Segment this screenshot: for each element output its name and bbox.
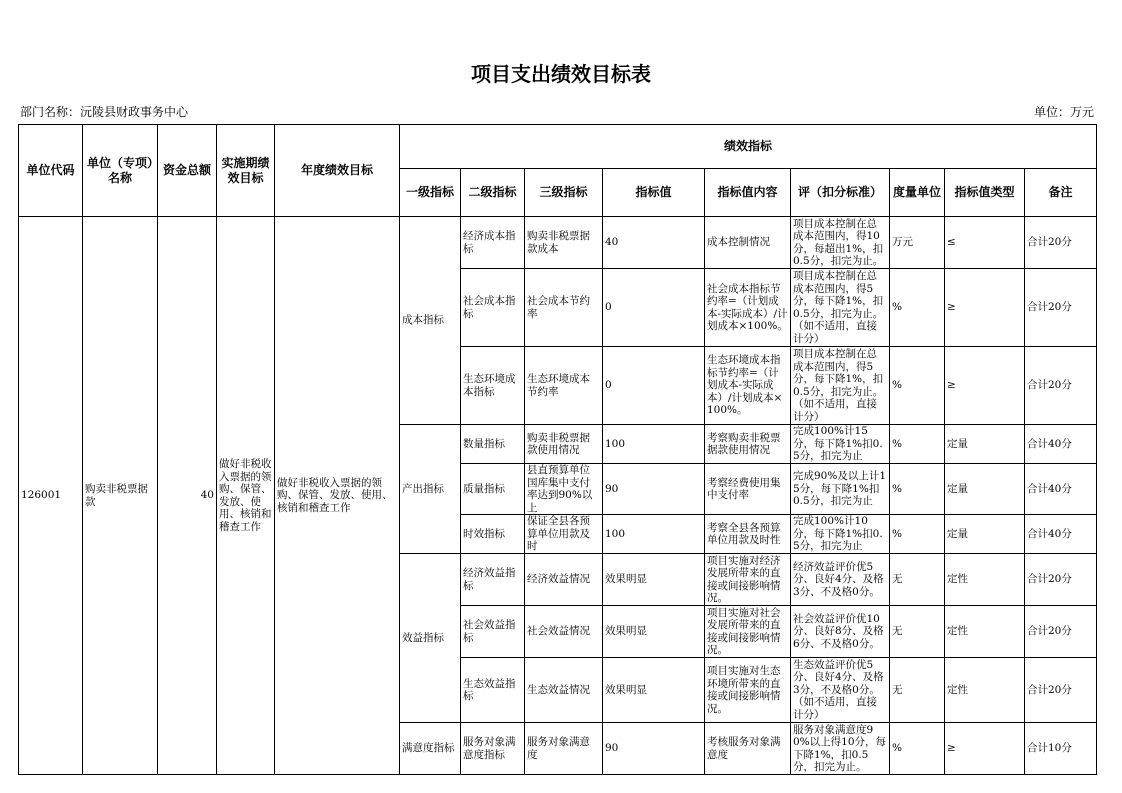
project-period-goal: 做好非税收入票据的领购、保管、发放、使用、核销和稽查工作 (217, 217, 275, 775)
cell-type: 定量 (945, 425, 1025, 464)
cell-remark: 合计20分 (1025, 658, 1097, 723)
header-total-funds: 资金总额 (158, 125, 217, 217)
header-scoring: 评（扣分标准） (791, 169, 890, 217)
cell-scoring: 完成100%计10分，每下降1%扣0.5分，扣完为止 (791, 515, 890, 554)
cell-unit: % (890, 723, 945, 775)
header-indicators: 绩效指标 (400, 125, 1097, 169)
cell-l2: 经济成本指标 (461, 217, 525, 269)
group-benefit: 效益指标 (400, 554, 461, 723)
cell-unit: % (890, 269, 945, 347)
cell-content: 项目实施对生态环境所带来的直接或间接影响情况。 (705, 658, 791, 723)
cell-content: 考察经费使用集中支付率 (705, 464, 791, 515)
header-value: 指标值 (603, 169, 705, 217)
cell-scoring: 完成90%及以上计15分，每下降1%扣0.5分，扣完为止 (791, 464, 890, 515)
cell-scoring: 项目成本控制在总成本范围内，得5分，每下降1%，扣0.5分，扣完为止。（如不适用，直接计分） (791, 347, 890, 425)
header-unit-name: 单位（专项）名称 (83, 125, 158, 217)
cell-type: 定量 (945, 515, 1025, 554)
header-level1: 一级指标 (400, 169, 461, 217)
cell-l3: 生态环境成本节约率 (525, 347, 603, 425)
cell-value: 90 (603, 464, 705, 515)
cell-type: ≥ (945, 347, 1025, 425)
project-name: 购卖非税票据款 (83, 217, 158, 775)
cell-content: 考察全县各预算单位用款及时性 (705, 515, 791, 554)
cell-l2: 社会成本指标 (461, 269, 525, 347)
cell-unit: % (890, 425, 945, 464)
cell-content: 生态环境成本指标节约率=（计划成本-实际成本）/计划成本×100%。 (705, 347, 791, 425)
cell-unit: % (890, 515, 945, 554)
cell-l3: 县直预算单位国库集中支付率达到90%以上 (525, 464, 603, 515)
performance-target-table (18, 124, 1097, 775)
project-code: 126001 (19, 217, 83, 775)
cell-scoring: 完成100%计15分，每下降1%扣0.5分，扣完为止 (791, 425, 890, 464)
cell-remark: 合计20分 (1025, 269, 1097, 347)
header-level2: 二级指标 (461, 169, 525, 217)
cell-l2: 社会效益指标 (461, 606, 525, 658)
cell-l3: 经济效益情况 (525, 554, 603, 606)
cell-type: 定性 (945, 658, 1025, 723)
project-funds: 40 (158, 217, 217, 775)
cell-l3: 服务对象满意度 (525, 723, 603, 775)
unit-label: 单位：万元 (1033, 105, 1094, 119)
cell-l2: 生态环境成本指标 (461, 347, 525, 425)
group-satisfaction: 满意度指标 (400, 723, 461, 775)
cell-content: 项目实施对社会发展所带来的直接或间接影响情况。 (705, 606, 791, 658)
cell-l2: 服务对象满意度指标 (461, 723, 525, 775)
cell-content: 社会成本指标节约率=（计划成本-实际成本）/计划成本×100%。 (705, 269, 791, 347)
cell-unit: 无 (890, 554, 945, 606)
header-remark: 备注 (1025, 169, 1097, 217)
page-title: 项目支出绩效目标表 (471, 62, 651, 86)
cell-l2: 生态效益指标 (461, 658, 525, 723)
cell-value: 0 (603, 347, 705, 425)
project-annual-goal: 做好非税收入票据的领购、保管、发放、使用、核销和稽查工作 (275, 217, 400, 775)
group-output: 产出指标 (400, 425, 461, 554)
header-content: 指标值内容 (705, 169, 791, 217)
cell-scoring: 项目成本控制在总成本范围内，得10分，每超出1%，扣0.5分，扣完为止。 (791, 217, 890, 269)
header-level3: 三级指标 (525, 169, 603, 217)
cell-content: 项目实施对经济发展所带来的直接或间接影响情况。 (705, 554, 791, 606)
cell-scoring: 经济效益评价优5分、良好4分、及格3分、不及格0分。 (791, 554, 890, 606)
cell-scoring: 服务对象满意度90%以上得10分，每下降1%，扣0.5分，扣完为止。 (791, 723, 890, 775)
cell-unit: % (890, 347, 945, 425)
cell-remark: 合计10分 (1025, 723, 1097, 775)
cell-remark: 合计20分 (1025, 606, 1097, 658)
department-label: 部门名称：沅陵县财政事务中心 (20, 105, 189, 119)
cell-remark: 合计40分 (1025, 425, 1097, 464)
header-value-type: 指标值类型 (945, 169, 1025, 217)
cell-l2: 数量指标 (461, 425, 525, 464)
cell-scoring: 生态效益评价优5分、良好4分、及格3分，不及格0分。（如不适用，直接计分） (791, 658, 890, 723)
cell-type: ≥ (945, 723, 1025, 775)
cell-value: 效果明显 (603, 606, 705, 658)
cell-l3: 生态效益情况 (525, 658, 603, 723)
cell-content: 成本控制情况 (705, 217, 791, 269)
cell-value: 100 (603, 425, 705, 464)
cell-unit: 无 (890, 658, 945, 723)
cell-value: 90 (603, 723, 705, 775)
cell-l2: 经济效益指标 (461, 554, 525, 606)
cell-unit: 无 (890, 606, 945, 658)
table-row (19, 217, 1097, 269)
cell-remark: 合计20分 (1025, 347, 1097, 425)
cell-remark: 合计20分 (1025, 217, 1097, 269)
cell-type: 定性 (945, 606, 1025, 658)
cell-unit: 万元 (890, 217, 945, 269)
cell-content: 考察购卖非税票据款使用情况 (705, 425, 791, 464)
cell-value: 0 (603, 269, 705, 347)
cell-value: 40 (603, 217, 705, 269)
cell-l3: 社会效益情况 (525, 606, 603, 658)
cell-content: 考核服务对象满意度 (705, 723, 791, 775)
header-period-goal: 实施期绩效目标 (217, 125, 275, 217)
group-cost: 成本指标 (400, 217, 461, 425)
cell-type: 定性 (945, 554, 1025, 606)
header-unit-code: 单位代码 (19, 125, 83, 217)
cell-l3: 保证全县各预算单位用款及时 (525, 515, 603, 554)
header-annual-goal: 年度绩效目标 (275, 125, 400, 217)
cell-remark: 合计20分 (1025, 554, 1097, 606)
cell-value: 效果明显 (603, 554, 705, 606)
cell-unit: % (890, 464, 945, 515)
cell-l3: 购卖非税票据款使用情况 (525, 425, 603, 464)
cell-remark: 合计40分 (1025, 515, 1097, 554)
cell-type: 定量 (945, 464, 1025, 515)
cell-remark: 合计40分 (1025, 464, 1097, 515)
cell-l2: 质量指标 (461, 464, 525, 515)
cell-value: 效果明显 (603, 658, 705, 723)
cell-l3: 社会成本节约率 (525, 269, 603, 347)
cell-l3: 购卖非税票据款成本 (525, 217, 603, 269)
cell-scoring: 社会效益评价优10分、良好8分、及格6分、不及格0分。 (791, 606, 890, 658)
cell-type: ≥ (945, 269, 1025, 347)
cell-l2: 时效指标 (461, 515, 525, 554)
cell-value: 100 (603, 515, 705, 554)
cell-type: ≤ (945, 217, 1025, 269)
cell-scoring: 项目成本控制在总成本范围内，得5分，每下降1%，扣0.5分，扣完为止。（如不适用，直接计分） (791, 269, 890, 347)
header-measure-unit: 度量单位 (890, 169, 945, 217)
